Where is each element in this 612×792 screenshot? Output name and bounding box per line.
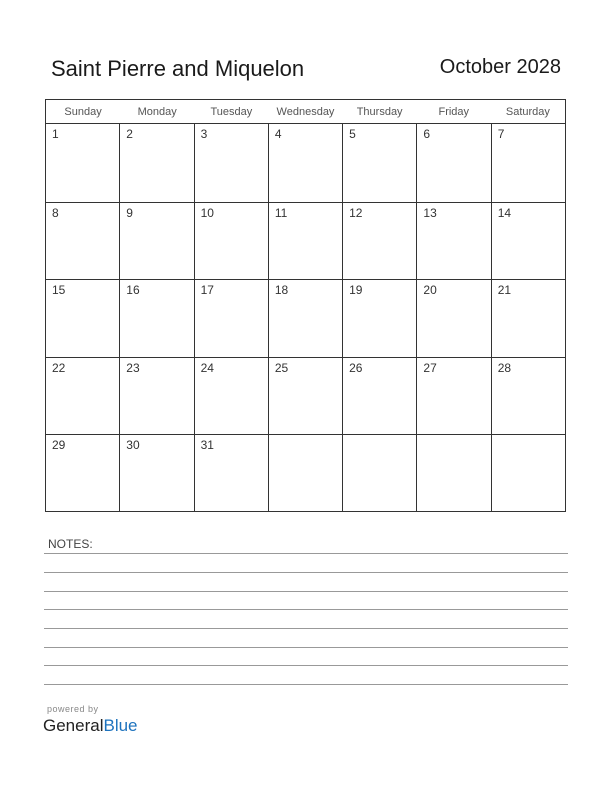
notes-line xyxy=(44,609,568,610)
day-cell: 8 xyxy=(46,203,120,280)
day-cell: 14 xyxy=(497,205,512,220)
day-cell xyxy=(343,435,417,512)
calendar-title: Saint Pierre and Miquelon xyxy=(51,56,305,81)
week-row xyxy=(46,202,565,280)
notes-line xyxy=(44,628,568,629)
day-cell: 13 xyxy=(417,203,491,280)
day-cell: 20 xyxy=(417,280,491,357)
day-cell: 26 xyxy=(343,358,417,435)
day-cell: 25 xyxy=(269,358,343,435)
day-cell: 6 xyxy=(417,124,491,202)
brand-blue: Blue xyxy=(103,716,138,735)
weekday-saturday: Saturday xyxy=(505,106,550,118)
day-cell: 27 xyxy=(417,358,491,435)
brand-general: General xyxy=(43,716,104,735)
notes-line xyxy=(44,647,568,648)
notes-line xyxy=(44,572,568,573)
day-cell: 28 xyxy=(497,360,512,375)
day-cell xyxy=(417,435,491,512)
weekday-sunday: Sunday xyxy=(64,106,102,118)
day-cell: 16 xyxy=(120,280,194,357)
day-cell: 10 xyxy=(195,203,269,280)
notes-label: NOTES: xyxy=(48,537,93,551)
day-cell xyxy=(269,435,343,512)
day-cell: 24 xyxy=(195,358,269,435)
generalblue-logo xyxy=(43,716,138,736)
day-cell: 1 xyxy=(46,124,120,202)
day-cell: 17 xyxy=(195,280,269,357)
weekday-tuesday: Tuesday xyxy=(210,106,253,118)
week-row xyxy=(46,124,565,202)
day-cell: 21 xyxy=(497,283,512,298)
day-cell: 23 xyxy=(120,358,194,435)
day-cell: 30 xyxy=(120,435,194,512)
powered-by-text: powered by xyxy=(47,704,99,714)
weekday-friday: Friday xyxy=(438,106,470,118)
week-row xyxy=(46,357,565,435)
day-cell: 19 xyxy=(343,280,417,357)
day-cell: 11 xyxy=(269,203,343,280)
week-row xyxy=(46,279,565,357)
day-cell: 22 xyxy=(46,358,120,435)
day-cell: 5 xyxy=(343,124,417,202)
day-cell: 3 xyxy=(195,124,269,202)
day-cell: 18 xyxy=(269,280,343,357)
weekday-thursday: Thursday xyxy=(356,106,403,118)
day-cell: 2 xyxy=(120,124,194,202)
month-label: October 2028 xyxy=(439,56,561,78)
day-cell: 31 xyxy=(195,435,269,512)
day-cell xyxy=(492,435,565,512)
day-cell: 29 xyxy=(46,435,120,512)
weekday-wednesday: Wednesday xyxy=(276,106,335,118)
day-cell: 7 xyxy=(497,127,505,141)
weekday-header xyxy=(46,100,565,124)
notes-line xyxy=(44,665,568,666)
week-row xyxy=(46,434,565,512)
calendar-grid xyxy=(45,99,566,512)
day-cell: 15 xyxy=(46,280,120,357)
day-cell: 9 xyxy=(120,203,194,280)
day-cell: 12 xyxy=(343,203,417,280)
weekday-monday: Monday xyxy=(137,106,177,118)
day-cell: 4 xyxy=(269,124,343,202)
notes-line xyxy=(44,553,568,554)
notes-line xyxy=(44,591,568,592)
notes-line xyxy=(44,684,568,685)
